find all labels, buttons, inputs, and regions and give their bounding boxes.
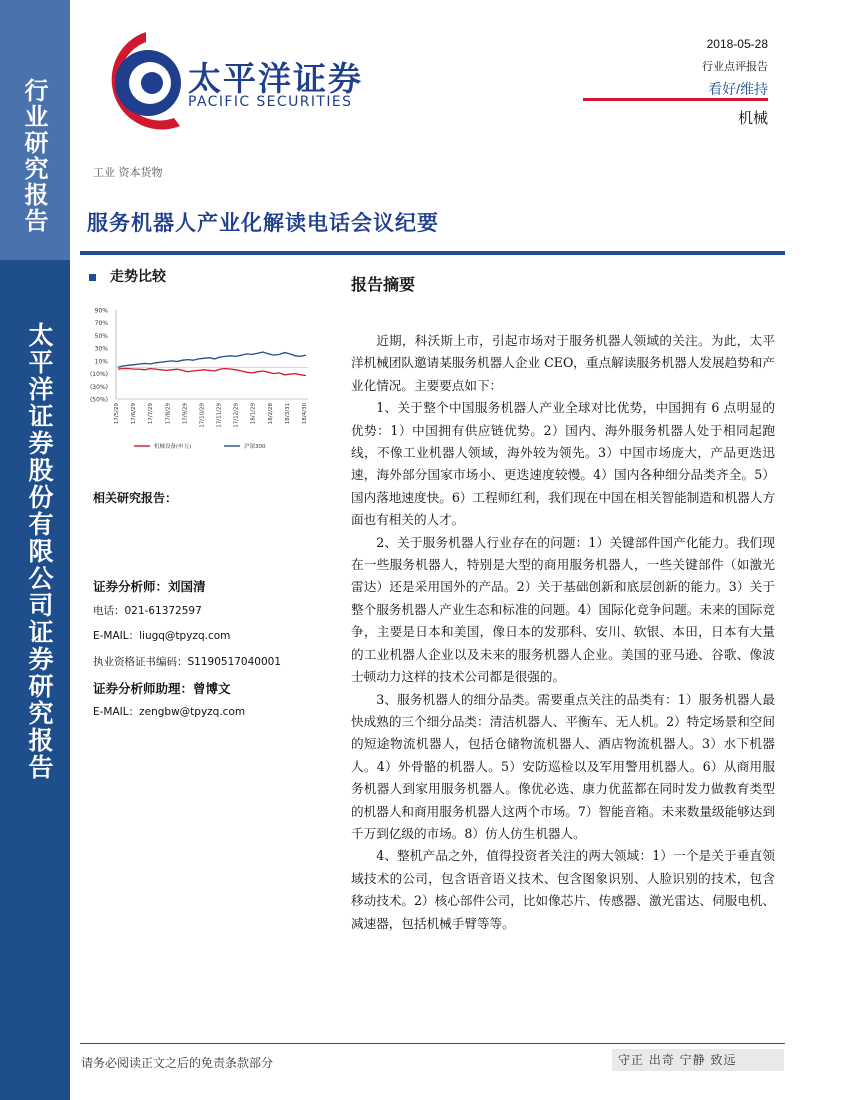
industry-label: 机械	[737, 109, 768, 127]
x-tick-label: 17/9/29	[182, 403, 189, 425]
bullet-square-icon	[89, 274, 96, 281]
assistant-email[interactable]: E-MAIL：zengbw@tpyzq.com	[93, 706, 246, 718]
legend-label: 沪深300	[244, 444, 266, 450]
x-tick-label: 17/11/29	[216, 403, 223, 428]
summary-paragraph: 3、服务机器人的细分品类。需要重点关注的品类有：1）服务机器人最快成熟的三个细分品类：清洁机器人、平衡车、无人机。2）特定场景和空间的短途物流机器人，包括仓储物流机器人、酒店物流机器人。3）水下机器人。4）外骨骼的机器人。5）安防巡检以及军用警用机器人。6）从商用服务机器人到家用服务机器人。像优必选、康力优蓝都在同时发力做教育类型的机器人和商用服务机器人这两个市场。7）智能音箱。未来数量级能够达到千万到亿级的市场。8）仿人仿生机器人。	[351, 691, 775, 841]
rating-underline	[583, 98, 768, 101]
x-tick-label: 18/1/29	[250, 403, 257, 425]
summary-paragraph: 2、关于服务机器人行业存在的问题：1）关键部件国产化能力。我们现在一些服务机器人，特别是大型的商用服务机器人，一些关键部件（如激光雷达）还是采用国外的产品。2）关于基础创新和底层创新的能力。3）关于整个服务机器人产业生态和标准的问题。4）国际化竞争问题。未来的国际竞争，主要是日本和美国，像日本的发那科、安川、软银、本田，日本有大量的工业机器人企业以及未来的服务机器人企业。美国的亚马逊、谷歌、像波士顿动力这样的技术公司都是很强的。	[351, 534, 775, 685]
footer-disclaimer: 请务必阅读正文之后的免责条款部分	[81, 1056, 274, 1070]
assistant-name: 证券分析师助理：曾博文	[93, 681, 231, 696]
x-tick-label: 17/6/29	[131, 403, 138, 425]
series-line	[118, 369, 306, 376]
x-tick-label: 17/8/29	[165, 403, 172, 425]
report-date: 2018-05-28	[706, 37, 768, 51]
rating-badge: 看好/维持	[708, 81, 768, 97]
y-tick-label: 50%	[94, 332, 108, 340]
footer-divider	[80, 1043, 785, 1044]
y-tick-label: 30%	[94, 345, 108, 353]
x-tick-label: 18/2/28	[267, 403, 274, 425]
x-tick-label: 17/7/29	[148, 403, 155, 425]
analyst-phone: 电话：021-61372597	[93, 605, 202, 617]
sidebar-company-name: 太平洋证券股份有限公司证券研究报告	[25, 322, 54, 781]
legend-label: 机械设备(申万)	[154, 444, 192, 450]
y-tick-label: (30%)	[89, 383, 108, 391]
x-tick-label: 17/10/29	[199, 403, 206, 428]
series-line	[118, 352, 306, 367]
analyst-email[interactable]: E-MAIL：liugq@tpyzq.com	[93, 630, 231, 642]
summary-paragraph: 近期，科沃斯上市，引起市场对于服务机器人领域的关注。为此，太平洋机械团队邀请某服务机器人企业 CEO，重点解读服务机器人发展趋势和产业化情况。主要要点如下：	[351, 333, 775, 393]
page-title: 服务机器人产业化解读电话会议纪要	[87, 210, 439, 235]
category-breadcrumb: 工业 资本货物	[93, 166, 163, 179]
trend-heading: 走势比较	[89, 266, 166, 286]
summary-body	[351, 330, 775, 935]
y-tick-label: 10%	[94, 358, 108, 366]
sidebar-report-kind: 行业研究报告	[20, 78, 49, 234]
analyst-certificate: 执业资格证书编码：S1190517040001	[93, 656, 282, 668]
sidebar	[0, 0, 70, 1100]
summary-paragraph: 1、关于整个中国服务机器人产业全球对比优势，中国拥有 6 点明显的优势：1）中国拥有供应链优势。2）国内、海外服务机器人处于相同起跑线，不像工业机器人领域，海外较为领先。3）中国市场庞大，产品更迭迅速，海外部分国家市场小、更迭速度较慢。4）国内各种细分品类齐全。5）国内落地速度快。6）工程师红利，我们现在中国在相关智能制造和机器人方面也有相关的人才。	[351, 400, 775, 528]
analyst-name: 证券分析师：刘国清	[93, 579, 206, 594]
logo-english-name: PACIFIC SECURITIES	[188, 94, 353, 110]
y-tick-label: 90%	[94, 307, 108, 315]
y-tick-label: (50%)	[89, 396, 108, 404]
related-reports-heading: 相关研究报告：	[93, 491, 178, 505]
title-divider	[80, 251, 785, 255]
trend-chart	[86, 296, 316, 461]
x-tick-label: 17/5/29	[114, 403, 120, 425]
footer-motto: 守正 出奇 宁静 致远	[612, 1049, 784, 1071]
summary-heading: 报告摘要	[351, 275, 416, 294]
report-type: 行业点评报告	[702, 61, 768, 73]
x-tick-label: 18/3/31	[284, 403, 291, 425]
y-tick-label: 70%	[94, 320, 108, 328]
x-tick-label: 17/12/29	[233, 403, 240, 428]
logo-chinese-name: 太平洋证券	[188, 59, 363, 98]
y-tick-label: (10%)	[89, 371, 108, 379]
x-tick-label: 18/4/30	[302, 403, 308, 425]
summary-paragraph: 4、整机产品之外，值得投资者关注的两大领域：1）一个是关于垂直领域技术的公司，包含语音语义技术、包含图象识别、人脸识别的技术，包含移动技术。2）核心部件公司，比如像芯片、传感器、激光雷达、伺服电机、减速器，包括机械手臂等等。	[351, 848, 775, 931]
